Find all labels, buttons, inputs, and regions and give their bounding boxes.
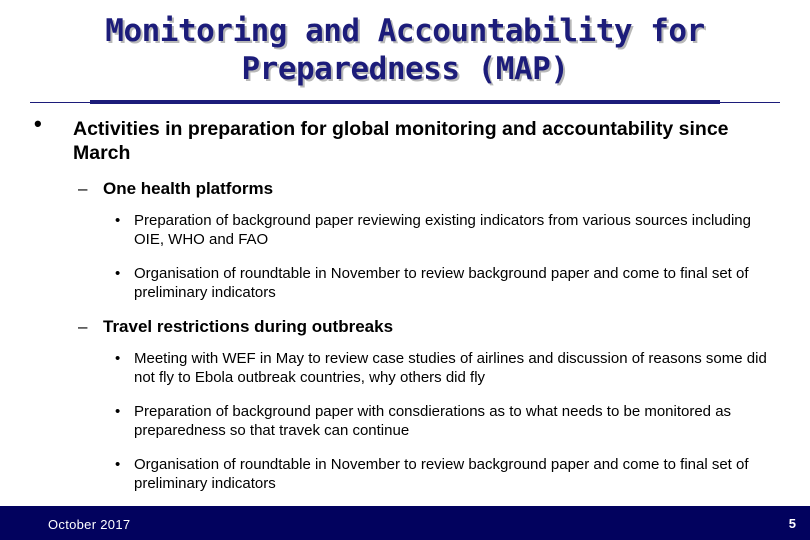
list-item: Preparation of background paper reviewing existing indicators from various sources including OIE, WHO and FAO xyxy=(134,212,751,248)
slide-title-line-2: Preparedness (MAP) xyxy=(241,51,569,87)
section-heading-travel-restrictions: Travel restrictions during outbreaks xyxy=(103,317,394,336)
page-number: 5 xyxy=(788,516,796,531)
list-item: Organisation of roundtable in November to review background paper and come to final set of preliminary indicators xyxy=(134,456,749,492)
sub-bullet-icon: • xyxy=(115,212,121,229)
slide-title-line-1: Monitoring and Accountability for xyxy=(105,13,705,49)
slide-title xyxy=(0,12,810,88)
dash-icon: – xyxy=(78,179,88,198)
dash-icon: – xyxy=(78,317,88,336)
sub-bullet-icon: • xyxy=(115,350,121,367)
sub-bullet-icon: • xyxy=(115,265,121,282)
main-bullet-text: Activities in preparation for global monitoring and accountability since March xyxy=(73,118,729,164)
footer-date: October 2017 xyxy=(48,517,131,532)
sub-bullet-icon: • xyxy=(115,456,121,473)
title-divider-thick xyxy=(90,100,720,104)
sub-bullet-icon: • xyxy=(115,403,121,420)
main-bullet-icon: • xyxy=(34,111,42,136)
list-item: Meeting with WEF in May to review case studies of airlines and discussion of reasons some did not fly to Ebola outbreak countries, why others did fly xyxy=(134,350,767,386)
footer-bar xyxy=(0,506,810,540)
section-heading-one-health: One health platforms xyxy=(103,179,274,198)
list-item: Preparation of background paper with consdierations as to what needs to be monitored as preparedness so that travek can continue xyxy=(134,403,732,439)
list-item: Organisation of roundtable in November to review background paper and come to final set of preliminary indicators xyxy=(134,265,749,301)
